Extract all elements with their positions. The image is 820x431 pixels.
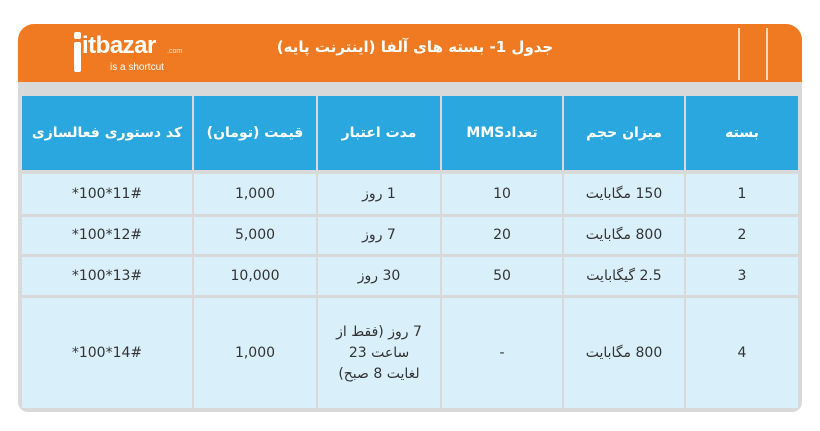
cell-volume: 800 مگابایت (564, 217, 684, 254)
cell-volume: 2.5 گیگابایت (564, 257, 684, 295)
cell-package: 2 (686, 217, 798, 254)
cell-price: 10,000 (194, 257, 316, 295)
cell-volume: 150 مگابایت (564, 174, 684, 214)
cell-mms: 20 (442, 217, 562, 254)
cell-mms: 50 (442, 257, 562, 295)
cell-validity: 30 روز (318, 257, 440, 295)
table-title: جدول 1- بسته های آلفا (اینترنت پایه) (276, 38, 554, 56)
banner-divider (766, 28, 768, 80)
logo-tagline: is a shortcut (110, 62, 164, 73)
logo-text: itbazar (82, 32, 156, 59)
banner-divider (738, 28, 740, 80)
cell-activation-code: *100*12# (22, 217, 192, 254)
header-mms: تعدادMMS (442, 96, 562, 170)
cell-validity: 7 روز (318, 217, 440, 254)
header-package: بسته (686, 96, 798, 170)
cell-price: 1,000 (194, 174, 316, 214)
cell-volume: 800 مگابایت (564, 298, 684, 408)
cell-mms: 10 (442, 174, 562, 214)
header-activation-code: کد دستوری فعالسازی (22, 96, 192, 170)
cell-validity: 1 روز (318, 174, 440, 214)
header-price: قیمت (تومان) (194, 96, 316, 170)
cell-price: 1,000 (194, 298, 316, 408)
cell-validity: 7 روز (فقط از ساعت 23 لغایت 8 صبح) (318, 298, 440, 408)
cell-package: 3 (686, 257, 798, 295)
cell-activation-code: *100*11# (22, 174, 192, 214)
cell-price: 5,000 (194, 217, 316, 254)
header-validity: مدت اعتبار (318, 96, 440, 170)
header-volume: میزان حجم (564, 96, 684, 170)
cell-package: 4 (686, 298, 798, 408)
cell-activation-code: *100*13# (22, 257, 192, 295)
itbazar-logo[interactable] (72, 30, 222, 78)
cell-activation-code: *100*14# (22, 298, 192, 408)
logo-domain: .com (167, 48, 183, 55)
cell-mms: - (442, 298, 562, 408)
cell-package: 1 (686, 174, 798, 214)
